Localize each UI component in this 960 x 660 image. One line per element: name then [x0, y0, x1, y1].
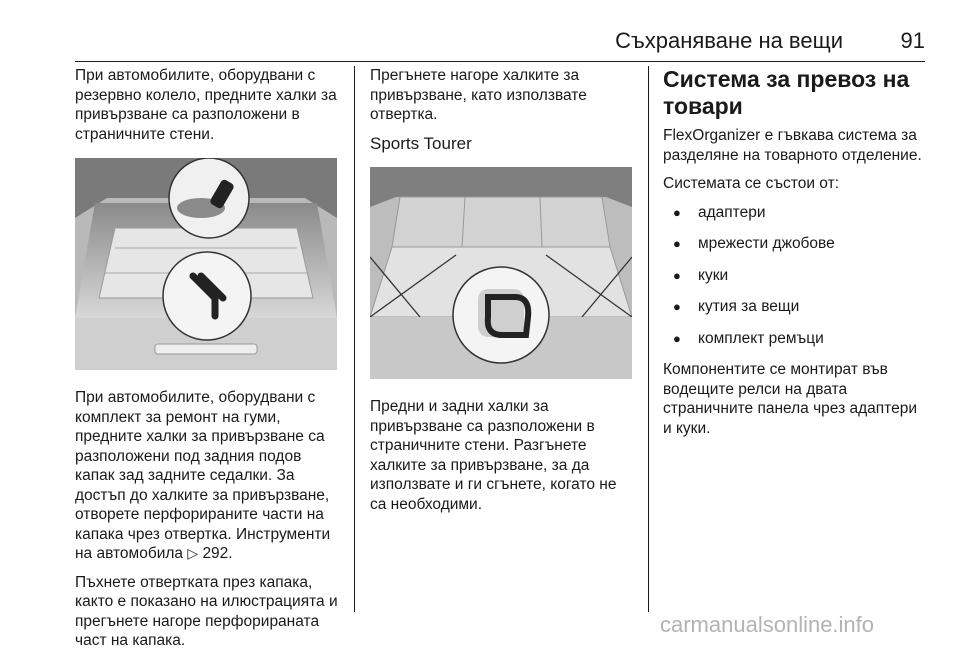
- list-item: ● комплект ремъци: [663, 329, 928, 349]
- paragraph: Пъхнете отвертката през капака, както е показано на илюстрацията и прегънете нагоре перфорираната част на капака.: [75, 573, 338, 649]
- sports-tourer-boot-illustration: [370, 167, 632, 379]
- component-list: [663, 203, 928, 349]
- paragraph: [75, 388, 345, 564]
- list-item: ● кутия за вещи: [663, 297, 928, 317]
- paragraph: При автомобилите, оборудвани с резервно колело, предните халки за привързване са разположени в страничните стени.: [75, 67, 337, 143]
- paragraph-text: При автомобилите, оборудвани с комплект за ремонт на гуми, предните халки за привързване са разположени под задния подов капак зад задните седалки. За достъп до халките за привързване, отворете перфорираните части на капака чрез отвертка. Инструменти на автомобила: [75, 389, 331, 562]
- list-item: ● мрежести джобове: [663, 234, 928, 254]
- paragraph: FlexOrganizer е гъвкава система за разделяне на товарното отделение.: [663, 127, 922, 164]
- section-heading: Система за превоз на товари: [663, 66, 910, 119]
- page-reference-number: 292.: [202, 545, 233, 562]
- page-header: [75, 28, 925, 58]
- hatchback-boot-illustration: [75, 158, 337, 370]
- paragraph: Компонентите се монтират във водещите релси на двата страничните панела чрез адаптери и куки.: [663, 361, 917, 437]
- column-divider: [648, 66, 649, 612]
- list-item: ● куки: [663, 266, 928, 286]
- column-right: [663, 66, 928, 447]
- paragraph: Прегънете нагоре халките за привързване, като използвате отвертка.: [370, 67, 587, 123]
- list-item: ● адаптери: [663, 203, 928, 223]
- page-reference-icon: ▷: [187, 545, 199, 561]
- subheading: Sports Tourer: [370, 133, 472, 153]
- column-middle: [370, 66, 635, 523]
- paragraph: Предни и задни халки за привързване са разположени в страничните стени. Разгънете халките за привързване, за да използвате и ги сгънете, когато не са необходими.: [370, 398, 617, 513]
- column-divider: [354, 66, 355, 612]
- column-left: [75, 66, 345, 660]
- header-rule: [75, 61, 925, 62]
- watermark: carmanualsonline.info: [660, 612, 875, 637]
- page-number: 91: [900, 28, 925, 53]
- paragraph: Системата се състои от:: [663, 175, 839, 192]
- section-title: Съхраняване на вещи: [615, 28, 843, 53]
